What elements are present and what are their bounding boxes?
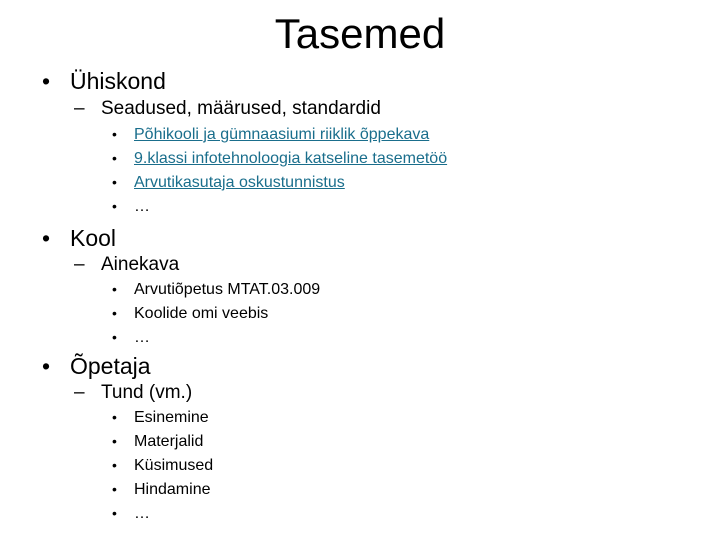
bullet-marker: • xyxy=(112,329,117,345)
slide-title: Tasemed xyxy=(274,10,446,57)
sub-label: Tund (vm.) xyxy=(101,382,193,403)
dash-marker: – xyxy=(74,254,85,275)
list-item xyxy=(112,277,320,302)
item-text: Materjalid xyxy=(134,433,204,450)
sub-bullet-seadused xyxy=(74,97,381,121)
bullet-marker: • xyxy=(112,457,117,473)
bullet-marker: • xyxy=(112,409,117,425)
list-item xyxy=(112,477,210,502)
bullet-marker: • xyxy=(112,198,117,214)
list-item xyxy=(112,429,203,454)
item-text: … xyxy=(134,329,150,346)
dash-marker: – xyxy=(74,98,85,119)
dash-marker: – xyxy=(74,382,85,403)
bullet-marker: • xyxy=(112,150,117,166)
sub-bullet-tund xyxy=(74,381,192,405)
sub-label: Ainekava xyxy=(101,254,180,275)
section-label: Kool xyxy=(70,225,117,251)
list-item xyxy=(112,453,213,478)
link-oskustunnistus[interactable]: Arvutikasutaja oskustunnistus xyxy=(134,174,345,191)
link-tasemetoo[interactable]: 9.klassi infotehnoloogia katseline tasemetöö xyxy=(134,150,448,167)
list-item xyxy=(112,301,268,326)
bullet-marker: • xyxy=(112,505,117,521)
link-oppekava[interactable]: Põhikooli ja gümnaasiumi riiklik õppekava xyxy=(134,126,430,143)
list-item xyxy=(112,405,209,430)
bullet-marker: • xyxy=(42,68,51,94)
bullet-marker: • xyxy=(112,481,117,497)
bullet-marker: • xyxy=(112,174,117,190)
bullet-marker: • xyxy=(42,353,51,379)
item-text: Arvutiõpetus MTAT.03.009 xyxy=(134,281,321,298)
section-label: Õpetaja xyxy=(70,353,151,379)
sub-label: Seadused, määrused, standardid xyxy=(101,98,381,119)
bullet-opetaja xyxy=(42,352,151,380)
list-item xyxy=(112,194,150,219)
list-item xyxy=(112,501,150,526)
item-text: … xyxy=(134,198,150,215)
bullet-marker: • xyxy=(112,305,117,321)
sub-bullet-ainekava xyxy=(74,253,179,277)
bullet-marker: • xyxy=(112,126,117,142)
list-item[interactable] xyxy=(112,170,345,195)
item-text: Esinemine xyxy=(134,409,209,426)
item-text: Koolide omi veebis xyxy=(134,305,269,322)
list-item[interactable] xyxy=(112,122,429,147)
section-label: Ühiskond xyxy=(70,68,166,94)
item-text: … xyxy=(134,505,150,522)
list-item[interactable] xyxy=(112,146,447,171)
item-text: Küsimused xyxy=(134,457,214,474)
bullet-uhiskond xyxy=(42,67,166,95)
bullet-marker: • xyxy=(112,433,117,449)
list-item xyxy=(112,325,150,350)
bullet-kool xyxy=(42,224,116,252)
bullet-marker: • xyxy=(112,281,117,297)
bullet-marker: • xyxy=(42,225,51,251)
item-text: Hindamine xyxy=(134,481,211,498)
